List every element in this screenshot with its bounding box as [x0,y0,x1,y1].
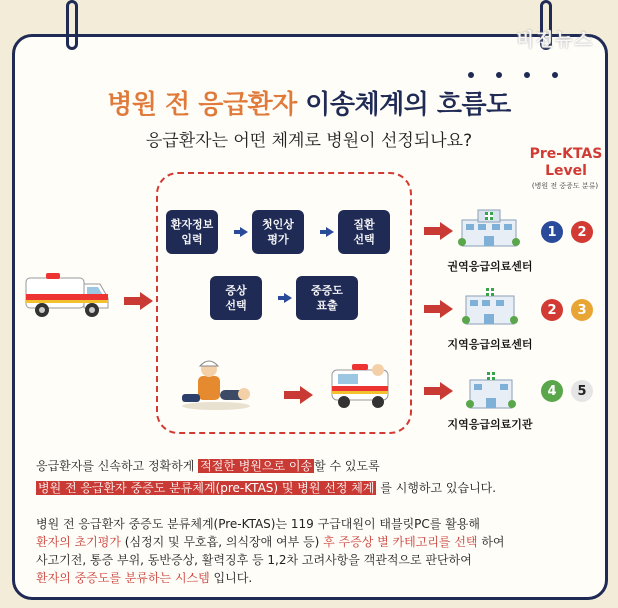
step-first-impression: 첫인상 평가 [252,210,304,254]
hospital-icon-2 [462,284,518,326]
step-arrow-3 [284,293,292,303]
hospital-label-1: 권역응급의료센터 [447,260,533,273]
ktas-line2: Level [545,163,587,179]
description-line-1: 응급환자를 신속하고 정확하게 적절한 병원으로 이송 할 수 있도록 [36,459,380,473]
step-disease-select: 질환 선택 [338,210,390,254]
step-arrow-1 [240,227,248,237]
description-line-6: 환자의 중증도를 분류하는 시스템 입니다. [36,571,253,585]
ktas-line1: Pre-KTAS [529,146,603,162]
description-line-5: 사고기전, 통증 부위, 동반증상, 활력징후 등 1,2차 고려사항을 객관적으로 판단하여 [36,553,472,567]
highlight-pre-ktas: 병원 전 응급환자 중증도 분류체계(pre-KTAS) 및 병원 선정 체계 [38,481,375,495]
level-5-badge: 5 [571,380,593,402]
binder-ring-left [66,0,78,50]
hospital-icon-1 [458,206,520,248]
page-subtitle: 응급환자는 어떤 체계로 병원이 선정되나요? [145,131,473,151]
title-navy: 이송체계의 흐름도 [296,90,511,120]
watermark-logo: 비전뉴스 [516,30,594,51]
arrow-to-process [140,292,153,310]
level-2b-badge: 2 [541,299,563,321]
description-line-4: 환자의 초기평가 (심정지 및 무호흡, 의식장애 여부 등) 후 주증상 별 카테고리를 선택 하여 [36,535,505,549]
step-arrow-2 [326,227,334,237]
highlight-proper-hospital: 적절한 병원으로 이송 [200,459,313,473]
description-line-3: 병원 전 응급환자 중증도 분류체계(Pre-KTAS)는 119 구급대원이 태블릿PC를 활용해 [36,517,480,531]
ambulance-transport-illustration [326,356,398,412]
ktas-sub: (병원 전 중증도 분류) [531,182,599,190]
step-patient-info: 환자정보 입력 [166,210,218,254]
ambulance-icon [22,268,112,320]
level-1-badge: 1 [541,221,563,243]
hospital-label-2: 지역응급의료센터 [447,338,533,351]
page-title [0,84,618,121]
title-orange: 병원 전 응급환자 [107,90,297,120]
step-severity-display: 중증도 표출 [296,276,358,320]
level-2-badge: 2 [571,221,593,243]
ktas-header [518,146,614,180]
title-dots [468,72,558,80]
level-4-badge: 4 [541,380,563,402]
paramedic-illustration [176,356,256,412]
hospital-icon-3 [466,368,516,410]
step-symptom-select: 증상 선택 [210,276,262,320]
hospital-label-3: 지역응급의료기관 [447,418,533,431]
description-line-2: 병원 전 응급환자 중증도 분류체계(pre-KTAS) 및 병원 선정 체계 를 시행하고 있습니다. [38,481,497,495]
arrow-to-hospital-3 [440,382,453,400]
arrow-to-hospital-2 [440,300,453,318]
level-3-badge: 3 [571,299,593,321]
arrow-to-hospital-1 [440,222,453,240]
arrow-to-transport [300,386,313,404]
